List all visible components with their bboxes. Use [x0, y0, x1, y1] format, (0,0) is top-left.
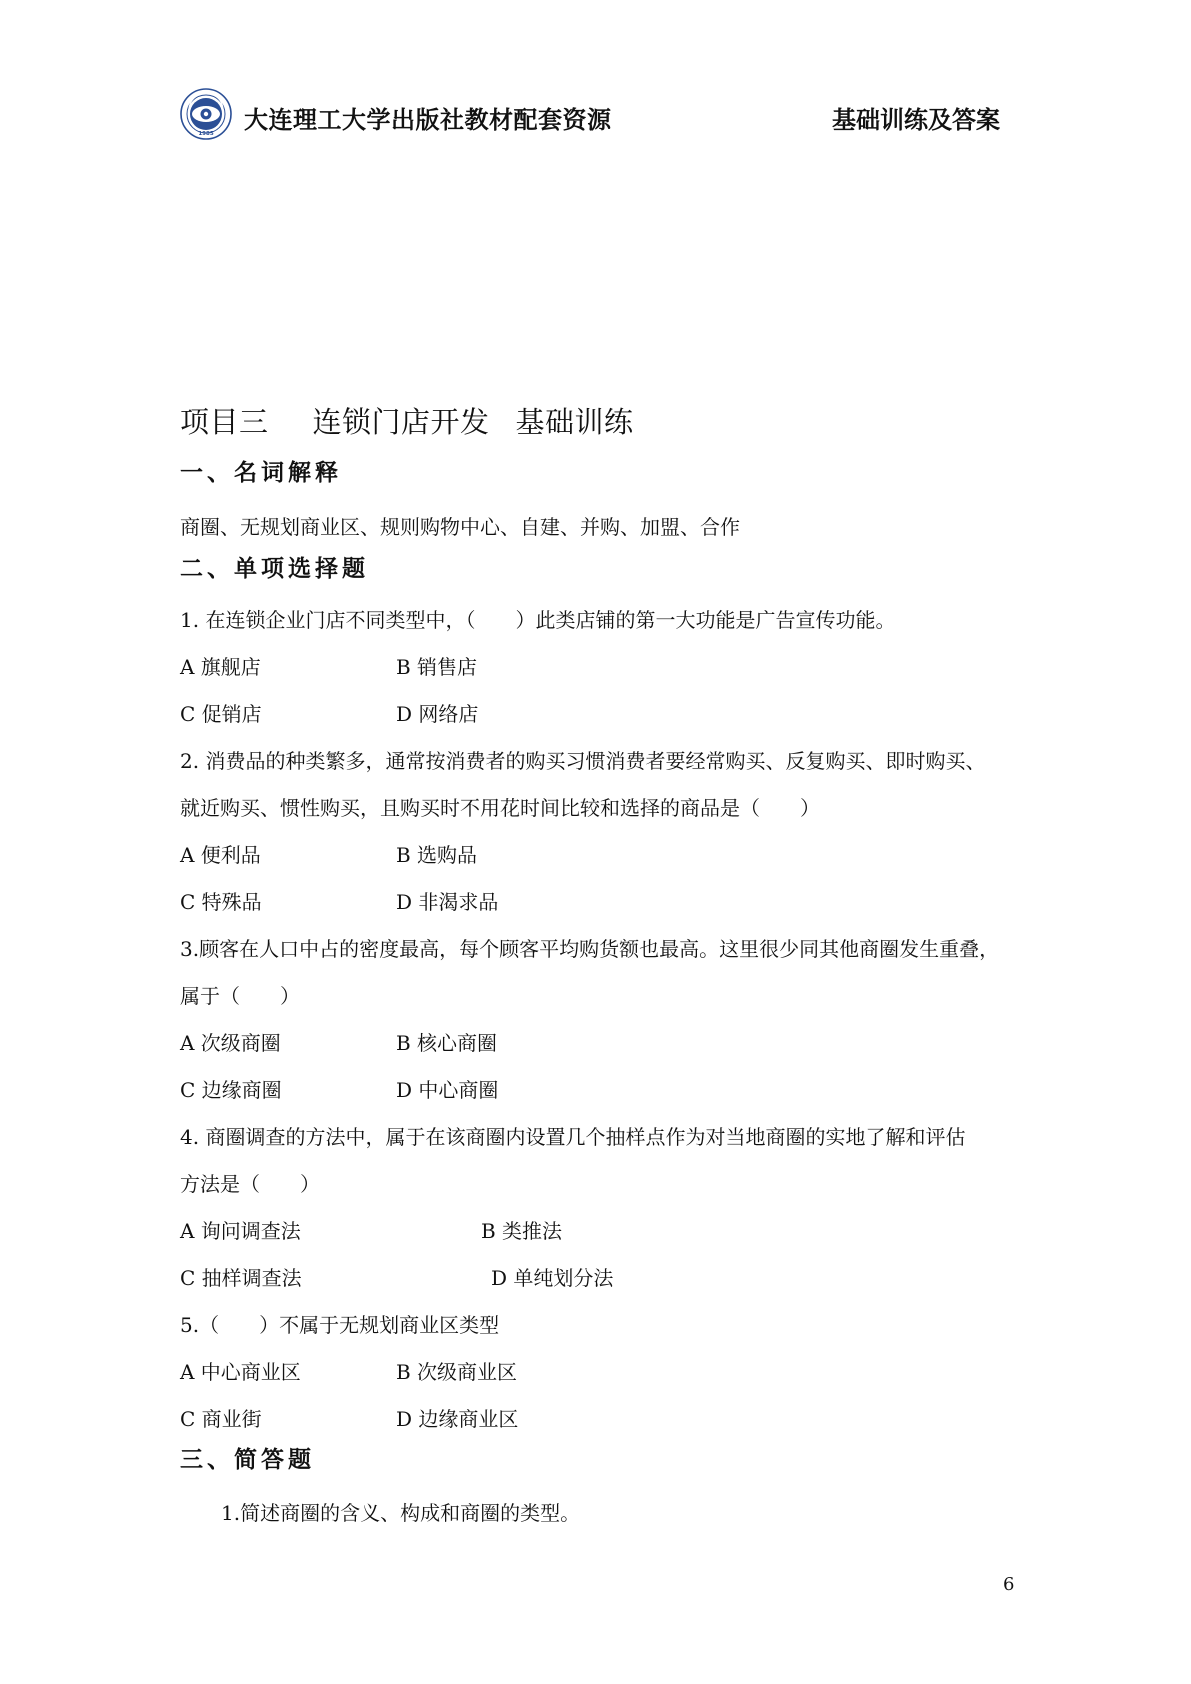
question-2-text-line2: 就近购买、惯性购买，且购买时不用花时间比较和选择的商品是（ ） [180, 796, 820, 820]
short-answer-question-1: 1.简述商圈的含义、构成和商圈的类型。 [221, 1501, 581, 1525]
question-2-text-line1: 2. 消费品的种类繁多，通常按消费者的购买习惯消费者要经常购买、反复购买、即时购买、 [180, 749, 986, 773]
page-title [180, 400, 634, 441]
question-3-text-line1: 3.顾客在人口中占的密度最高，每个顾客平均购货额也最高。这里很少同其他商圈发生重叠， [180, 937, 1000, 961]
page-number: 6 [1003, 1574, 1015, 1595]
logo-year: 1985 [198, 131, 214, 137]
question-4-option-a: A 询问调查法 [180, 1219, 301, 1243]
question-4-option-d: D 单纯划分法 [491, 1266, 614, 1290]
publisher-logo [180, 88, 232, 140]
section-heading-terms: 一、名词解释 [180, 459, 342, 486]
question-2-option-b: B 选购品 [396, 843, 478, 867]
question-5-option-a: A 中心商业区 [180, 1360, 301, 1384]
terms-list: 商圈、无规划商业区、规则购物中心、自建、并购、加盟、合作 [180, 515, 740, 539]
title-kind: 基础训练 [515, 405, 634, 439]
section-heading-choice: 二、单项选择题 [180, 555, 369, 582]
question-2-option-c: C 特殊品 [180, 890, 262, 914]
question-5-option-c: C 商业街 [180, 1407, 262, 1431]
question-4-option-c: C 抽样调查法 [180, 1266, 302, 1290]
page-header [180, 88, 1000, 144]
question-3-option-a: A 次级商圈 [180, 1031, 281, 1055]
question-1-option-d: D 网络店 [396, 702, 479, 726]
question-5-option-d: D 边缘商业区 [396, 1407, 519, 1431]
section-heading-short-answer: 三、简答题 [180, 1446, 315, 1473]
title-project: 项目三 [180, 405, 269, 439]
question-1-option-a: A 旗舰店 [180, 655, 261, 679]
question-1-text: 1. 在连锁企业门店不同类型中，（ ）此类店铺的第一大功能是广告宣传功能。 [180, 608, 896, 632]
question-4-text-line2: 方法是（ ） [180, 1172, 320, 1196]
question-3-text-line2: 属于（ ） [180, 984, 300, 1008]
question-5-text: 5.（ ）不属于无规划商业区类型 [180, 1313, 500, 1337]
question-4-option-b: B 类推法 [481, 1219, 563, 1243]
question-2-option-a: A 便利品 [180, 843, 261, 867]
publisher-name: 大连理工大学出版社教材配套资源 [244, 106, 612, 134]
title-topic: 连锁门店开发 [312, 405, 490, 439]
question-4-text-line1: 4. 商圈调查的方法中，属于在该商圈内设置几个抽样点作为对当地商圈的实地了解和评估 [180, 1125, 966, 1149]
question-2-option-d: D 非渴求品 [396, 890, 499, 914]
question-5-option-b: B 次级商业区 [396, 1360, 518, 1384]
question-3-option-c: C 边缘商圈 [180, 1078, 282, 1102]
document-type: 基础训练及答案 [832, 106, 1000, 134]
question-1-option-c: C 促销店 [180, 702, 262, 726]
question-3-option-d: D 中心商圈 [396, 1078, 499, 1102]
question-3-option-b: B 核心商圈 [396, 1031, 498, 1055]
question-1-option-b: B 销售店 [396, 655, 478, 679]
